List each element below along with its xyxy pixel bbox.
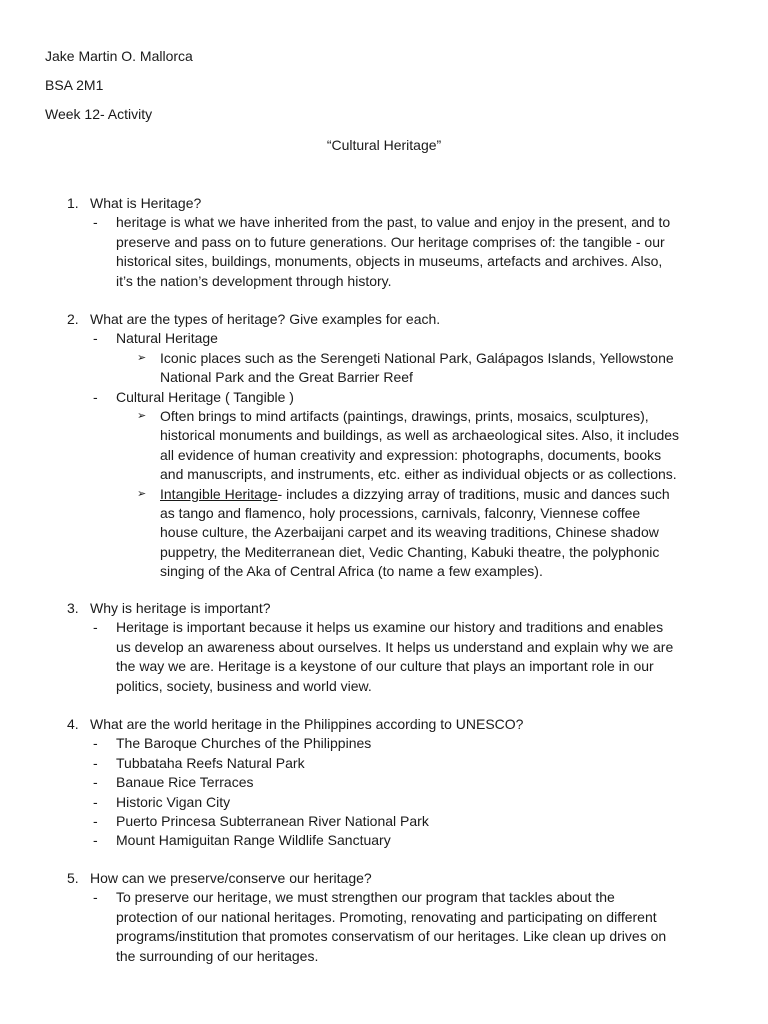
intangible-first-line	[160, 485, 724, 504]
heritage-site-name: Tubbataha Reefs Natural Park	[116, 754, 305, 771]
answer-line: heritage is what we have inherited from the past, to value and enjoy in the present, and to	[116, 214, 671, 231]
example-line: National Park and the Great Barrier Reef	[160, 369, 413, 386]
heritage-site-item	[0, 831, 768, 850]
arrow-bullet-icon: ➢	[137, 351, 147, 364]
heritage-site-name: Puerto Princesa Subterranean River National Park	[116, 813, 429, 830]
heritage-site-item	[0, 754, 768, 773]
example-line: house culture, the Azerbaijani carpet and its weaving traditions, Chinese shadow	[160, 524, 659, 541]
question-4-line	[0, 715, 768, 734]
question-5-line	[0, 869, 768, 888]
arrow-bullet-icon: ➢	[137, 487, 147, 500]
student-section: BSA 2M1	[45, 77, 104, 93]
answer-line: politics, society, business and world view.	[116, 677, 372, 694]
dash-bullet: -	[93, 754, 98, 771]
heritage-site-item	[0, 793, 768, 812]
tangible-example	[0, 407, 768, 485]
question-2-text: What are the types of heritage? Give examples for each.	[90, 311, 441, 327]
cultural-heritage-label: Cultural Heritage ( Tangible )	[116, 388, 294, 405]
question-1	[0, 194, 768, 291]
answer-line: us develop an awareness about ourselves. It helps us understand and explain why we are	[116, 638, 674, 655]
example-line: historical monuments and buildings, as well as archaeological sites. Also, it includes	[160, 427, 680, 444]
intangible-heritage-label: Intangible Heritage	[160, 485, 278, 502]
heritage-site-item	[0, 812, 768, 831]
natural-heritage-example	[0, 349, 768, 388]
dash-bullet: -	[93, 735, 98, 752]
document-title: “Cultural Heritage”	[326, 137, 442, 153]
question-2-line	[0, 310, 768, 329]
heritage-site-name: Historic Vigan City	[116, 793, 231, 810]
question-1-line	[0, 194, 768, 213]
question-1-text: What is Heritage?	[90, 195, 202, 211]
answer-line: preserve and pass on to future generations. Our heritage comprises of: the tangible - our	[116, 233, 665, 250]
question-4	[0, 715, 768, 851]
dash-bullet: -	[93, 330, 98, 347]
arrow-bullet-icon: ➢	[137, 410, 147, 423]
question-3-line	[0, 599, 768, 618]
answer-line: it’s the nation’s development through history.	[116, 272, 392, 289]
intangible-first-text: - includes a dizzying array of traditions, music and dances such	[277, 485, 670, 502]
answer-line: historical sites, buildings, monuments, objects in museums, artefacts and archives. Also,	[116, 253, 663, 270]
question-5-answer	[0, 888, 768, 966]
question-5	[0, 869, 768, 966]
example-line: as tango and flamenco, holy processions, carnivals, falconry, Viennese coffee	[160, 505, 641, 522]
question-3	[0, 599, 768, 696]
example-line: puppetry, the Mediterranean diet, Vedic Chanting, Kabuki theatre, the polyphonic	[160, 543, 660, 560]
question-3-answer	[0, 618, 768, 696]
question-4-text: What are the world heritage in the Philippines according to UNESCO?	[90, 716, 524, 732]
natural-heritage-label: Natural Heritage	[116, 330, 218, 347]
question-5-text: How can we preserve/conserve our heritage?	[90, 870, 372, 886]
heritage-site-item	[0, 734, 768, 753]
question-4-number: 4.	[67, 716, 79, 732]
question-2	[0, 310, 768, 582]
dash-bullet: -	[93, 813, 98, 830]
student-name: Jake Martin O. Mallorca	[45, 48, 193, 64]
answer-line: Heritage is important because it helps us examine our history and traditions and enables	[116, 619, 664, 636]
example-line: Iconic places such as the Serengeti National Park, Galápagos Islands, Yellowstone	[160, 349, 674, 366]
natural-heritage-item	[0, 329, 768, 348]
answer-line: programs/institution that promotes conservatism of our heritages. Like clean up drives on	[116, 928, 667, 945]
dash-bullet: -	[93, 889, 98, 906]
example-line: and manuscripts, and instruments, etc. either as individual objects or as collections.	[160, 466, 677, 483]
answer-line: the surrounding of our heritages.	[116, 947, 319, 964]
cultural-heritage-item	[0, 388, 768, 407]
dash-bullet: -	[93, 388, 98, 405]
answer-line: protection of our national heritages. Promoting, renovating and participating on different	[116, 908, 657, 925]
question-1-number: 1.	[67, 195, 79, 211]
question-3-text: Why is heritage is important?	[90, 600, 271, 616]
question-2-number: 2.	[67, 311, 79, 327]
example-line: all evidence of human creativity and expression: photographs, documents, books	[160, 446, 662, 463]
example-line: Often brings to mind artifacts (paintings, drawings, prints, mosaics, sculptures),	[160, 408, 649, 425]
question-3-number: 3.	[67, 600, 79, 616]
dash-bullet: -	[93, 793, 98, 810]
question-5-number: 5.	[67, 870, 79, 886]
dash-bullet: -	[93, 619, 98, 636]
intangible-example	[0, 485, 768, 582]
dash-bullet: -	[93, 214, 98, 231]
activity-label: Week 12- Activity	[45, 106, 153, 122]
question-1-answer	[0, 213, 768, 291]
heritage-site-name: Banaue Rice Terraces	[116, 774, 254, 791]
dash-bullet: -	[93, 832, 98, 849]
answer-line: To preserve our heritage, we must strengthen our program that tackles about the	[116, 889, 615, 906]
example-line: singing of the Aka of Central Africa (to name a few examples).	[160, 563, 543, 580]
answer-line: the way we are. Heritage is a keystone of our culture that plays an important role in our	[116, 658, 654, 675]
heritage-site-name: Mount Hamiguitan Range Wildlife Sanctuary	[116, 832, 391, 849]
heritage-site-item	[0, 773, 768, 792]
heritage-site-name: The Baroque Churches of the Philippines	[116, 735, 372, 752]
dash-bullet: -	[93, 774, 98, 791]
